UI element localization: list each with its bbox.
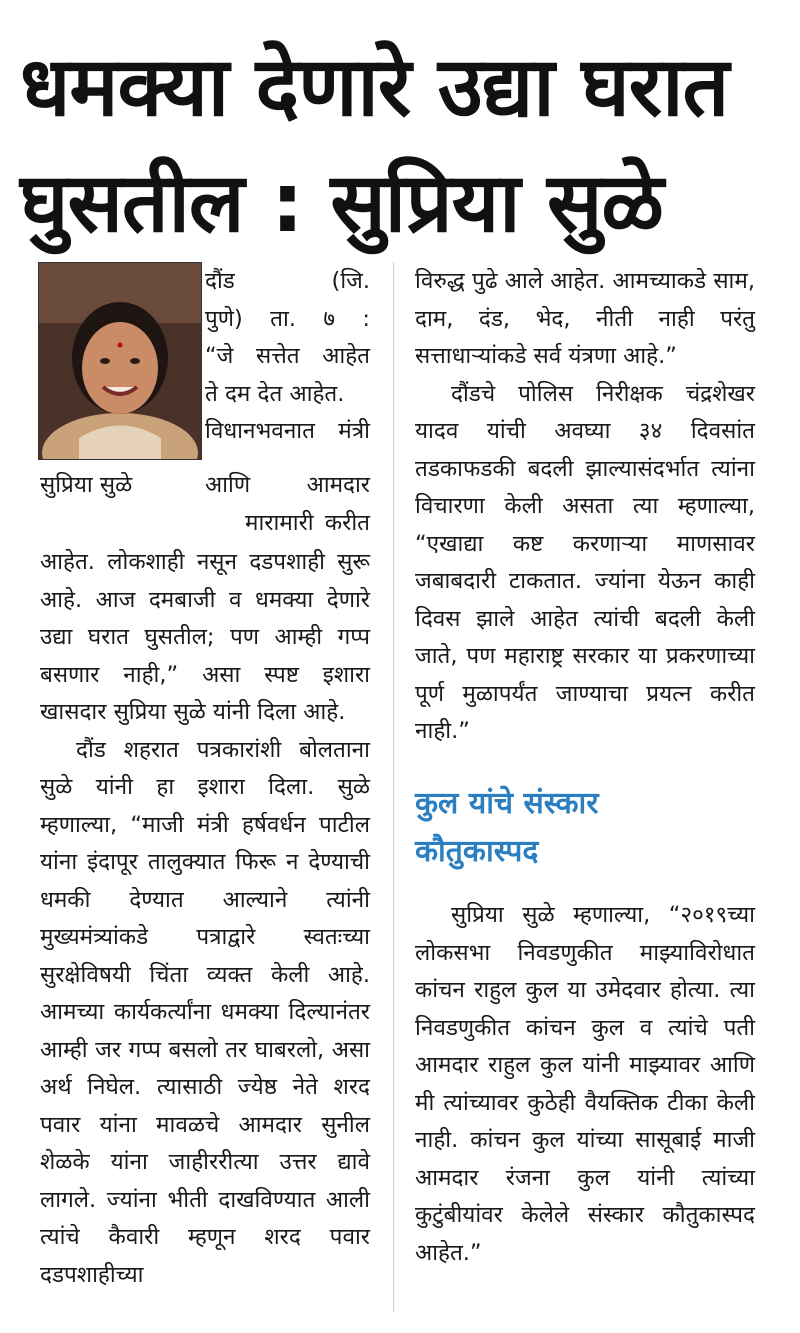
column-1-continuation: [205, 467, 370, 542]
portrait-photo: [38, 262, 202, 460]
col2-paragraph-1: विरुद्ध पुढे आले आहेत. आमच्याकडे साम, दाम, दंड, भेद, नीती नाही परंतु सत्ताधाऱ्यांकडे सर्व यंत्रणा आहे.”: [415, 268, 755, 369]
col1-paragraph-1: आहेत. लोकशाही नसून दडपशाही सुरू आहे. आज दमबाजी व धमक्या देणारे उद्या घरात घुसतील; पण आम्ही गप्प बसणार नाही,” असा स्पष्ट इशारा खासदार सुप्रिया सुळे यांनी दिला आहे.: [40, 549, 370, 725]
subheading-line-2: कौतुकास्पद: [415, 834, 539, 869]
subheading-line-1: कुल यांचे संस्कार: [415, 786, 599, 821]
dateline-line-3: “जे सत्तेत आहेत: [205, 343, 370, 369]
dateline-line-2: पुणे) ता. ७ :: [205, 305, 370, 332]
column-1-body: [40, 544, 370, 1294]
headline-line-1: धमक्या देणारे उद्या घरात: [20, 40, 729, 135]
col2-paragraph-2: दौंडचे पोलिस निरीक्षक चंद्रशेखर यादव यांची अवघ्या ३४ दिवसांत तडकाफडकी बदली झाल्यासंदर्भात त्यांना विचारणा केली असता त्या म्हणाल्या, “एखाद्या कष्ट करणाऱ्या माणसावर जबाबदारी टाकतात. ज्यांना येऊन काही दिवस झाले आहेत त्यांची बदली केली जाते, पण महाराष्ट्र सरकार या प्रकरणाच्या पूर्ण मुळापर्यंत जाण्याचा प्रयत्न करीत नाही.”: [415, 380, 755, 744]
continuation-line-1: आणि आमदार: [205, 472, 370, 498]
dateline-line-5: विधानभवनात मंत्री: [205, 418, 370, 444]
headline: [20, 30, 780, 262]
dateline-line-4: ते दम देत आहेत.: [205, 380, 345, 407]
photo-caption-text: सुप्रिया सुळे: [40, 472, 133, 498]
portrait-image-icon: [39, 263, 201, 459]
column-1-dateline: [205, 263, 370, 451]
photo-caption: [40, 467, 200, 505]
column-divider: [393, 262, 394, 1312]
col2-paragraph-3: सुप्रिया सुळे म्हणाल्या, “२०१९च्या लोकसभा निवडणुकीत माझ्याविरोधात कांचन राहुल कुल या उमेदवार होत्या. त्या निवडणुकीत कांचन कुल व त्यांचे पती आमदार राहुल कुल यांनी माझ्यावर आणि मी त्यांच्यावर कुठेही वैयक्तिक टीका केली नाही. कांचन कुल यांच्या सासूबाई माजी आमदार रंजना कुल यांनी त्यांच्या कुटुंबीयांवर केलेले संस्कार कौतुकास्पद आहेत.”: [415, 902, 755, 1266]
subheading: [415, 780, 755, 876]
headline-line-2: घुसतील : सुप्रिया सुळे: [20, 156, 663, 251]
continuation-line-2: मारामारी करीत: [245, 509, 370, 536]
col1-paragraph-2: दौंड शहरात पत्रकारांशी बोलताना सुळे यांनी हा इशारा दिला. सुळे म्हणाल्या, “माजी मंत्री हर्षवर्धन पाटील यांना इंदापूर तालुक्यात फिरू न देण्याची धमकी देण्यात आल्याने त्यांनी मुख्यमंत्र्यांकडे पत्राद्वारे स्वतःच्या सुरक्षेविषयी चिंता व्यक्त केली आहे. आमच्या कार्यकर्त्यांना धमक्या दिल्यानंतर आम्ही जर गप्प बसलो तर घाबरलो, असा अर्थ निघेल. त्यासाठी ज्येष्ठ नेते शरद पवार यांना मावळचे आमदार सुनील शेळके यांना जाहीररीत्या उत्तर द्यावे लागले. ज्यांना भीती दाखविण्यात आली त्यांचे कैवारी म्हणून शरद पवार दडपशाहीच्या: [40, 736, 370, 1288]
column-2-body-continued: [415, 897, 755, 1272]
column-2-body: [415, 263, 755, 751]
dateline-line-1: दौंड (जि.: [205, 268, 370, 294]
